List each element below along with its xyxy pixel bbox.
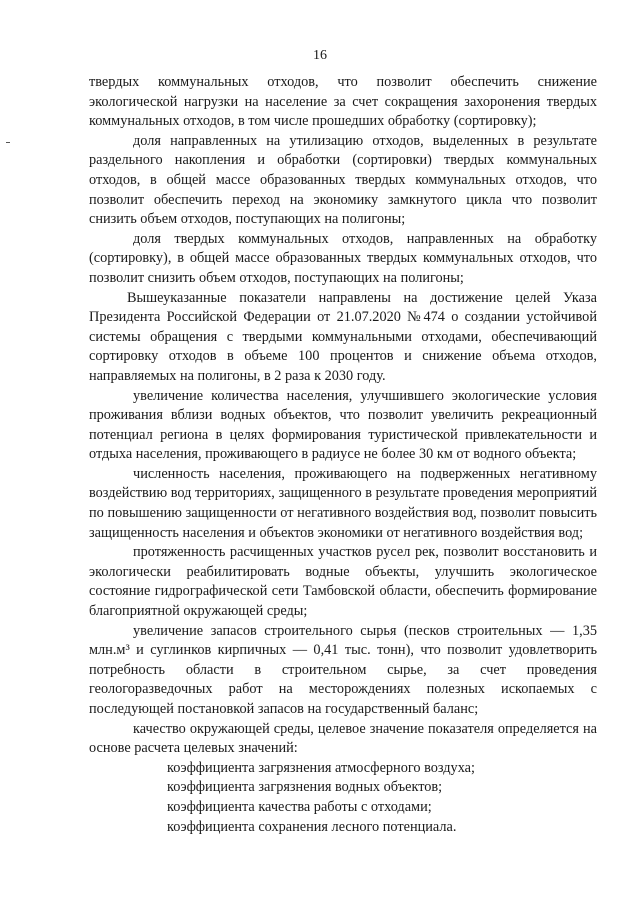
- paragraph-building-materials: увеличение запасов строительного сырья (песков строительных — 1,35 млн.м³ и суглинков кирпичных — 0,41 тыс. тонн), что позволит удовлетворить потребность области в строительном сырье, за счет проведения геологоразведочных работ на месторождениях полезных ископаемых с последующей постановкой запасов на государственный баланс;: [89, 622, 597, 717]
- list-item: коэффициента сохранения лесного потенциала.: [167, 818, 457, 835]
- paragraph-decree-goals: Вышеуказанные показатели направлены на достижение целей Указа Президента Российской Федерации от 21.07.2020 №474 о создании устойчивой системы обращения с твердыми коммунальными отходами, обеспечивающий сортировку отходов в объеме 100 процентов и снижение объема отходов, направляемых на полигоны, в 2 раза к 2030 году.: [89, 289, 597, 384]
- list-item: коэффициента качества работы с отходами;: [167, 798, 432, 815]
- list-item: коэффициента загрязнения водных объектов;: [167, 779, 443, 796]
- paragraph-recycling-share: доля направленных на утилизацию отходов, выделенных в результате раздельного накопления и обработки (сортировки) твердых коммунальных отходов, в общей массе образованных твердых коммунальных отходов, что позволит обеспечить переход на экономику замкнутого цикла что позволит снизить объем отходов, поступающих на полигоны;: [89, 132, 597, 228]
- paragraph-waste-burden: твердых коммунальных отходов, что позволит обеспечить снижение экологической нагрузки на население за счет сокращения захоронения твердых коммунальных отходов, в том числе прошедших обработку (сортировку);: [89, 74, 597, 130]
- margin-mark: [6, 142, 10, 143]
- paragraph-sorting-share: доля твердых коммунальных отходов, направленных на обработку (сортировку), в общей массе образованных твердых коммунальных отходов, что позволит снизить объем отходов, поступающих на полигоны;: [89, 230, 597, 286]
- page-number: 16: [313, 48, 327, 63]
- paragraph-flood-protection: численность населения, проживающего на подверженных негативному воздействию вод территориях, защищенного в результате проведения мероприятий по повышению защищенности от негативного воздействия вод, позволит повысить защищенность населения и объектов экономики от негативного воздействия вод;: [89, 465, 597, 541]
- paragraph-river-cleanup: протяженность расчищенных участков русел рек, позволит восстановить и экологически реабилитировать водные объекты, улучшить экологическое состояние гидрографической сети Тамбовской области, обеспечить формирование благоприятной окружающей среды;: [89, 544, 597, 620]
- paragraph-population-conditions: увеличение количества населения, улучшившего экологические условия проживания вблизи водных объектов, что позволит увеличить рекреационный потенциал региона в целях формирования туристической привлекательности и отдыха населения, проживающего в радиусе не более 30 км от водного объекта;: [89, 387, 597, 463]
- paragraph-environment-quality: качество окружающей среды, целевое значение показателя определяется на основе расчета целевых значений:: [89, 720, 597, 757]
- list-item: коэффициента загрязнения атмосферного воздуха;: [167, 759, 475, 776]
- document-body: [89, 73, 597, 837]
